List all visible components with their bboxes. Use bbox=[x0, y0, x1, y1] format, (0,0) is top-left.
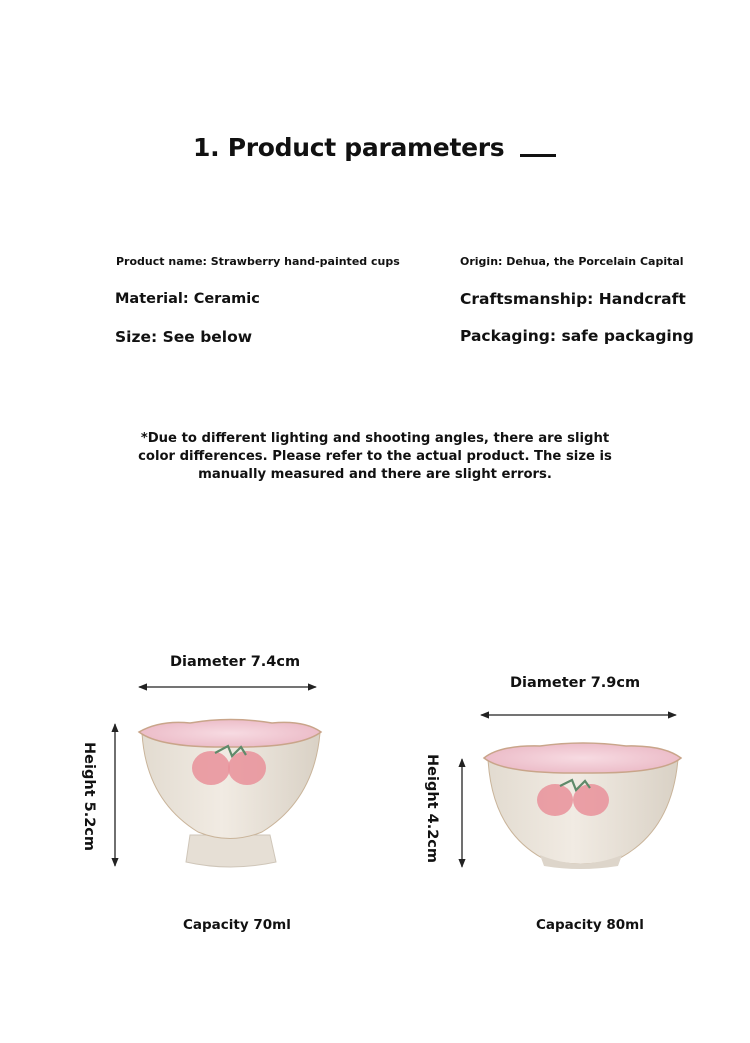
cup2-height-label: Height 4.2cm bbox=[424, 754, 440, 864]
notice-line: color differences. Please refer to the actual product. The size is bbox=[138, 449, 612, 464]
notice-line: manually measured and there are slight errors. bbox=[198, 467, 552, 482]
cup1-height-label: Height 5.2cm bbox=[81, 742, 97, 852]
cup2-diameter-label: Diameter 7.9cm bbox=[510, 675, 641, 691]
cup2-image bbox=[484, 743, 681, 869]
param-material: Material: Ceramic bbox=[115, 291, 260, 307]
param-product-name: Product name: Strawberry hand-painted cups bbox=[116, 255, 400, 268]
cup1-capacity-label: Capacity 70ml bbox=[183, 917, 291, 933]
cup1-image bbox=[139, 720, 321, 868]
param-packaging: Packaging: safe packaging bbox=[460, 327, 694, 345]
page-title: 1. Product parameters bbox=[193, 133, 505, 162]
cup2-capacity-label: Capacity 80ml bbox=[536, 917, 644, 933]
param-craftsmanship: Craftsmanship: Handcraft bbox=[460, 290, 686, 308]
param-size: Size: See below bbox=[115, 328, 253, 346]
cup1-diameter-label: Diameter 7.4cm bbox=[170, 654, 301, 670]
param-origin: Origin: Dehua, the Porcelain Capital bbox=[460, 255, 684, 268]
notice-line: *Due to different lighting and shooting angles, there are slight bbox=[140, 431, 610, 446]
